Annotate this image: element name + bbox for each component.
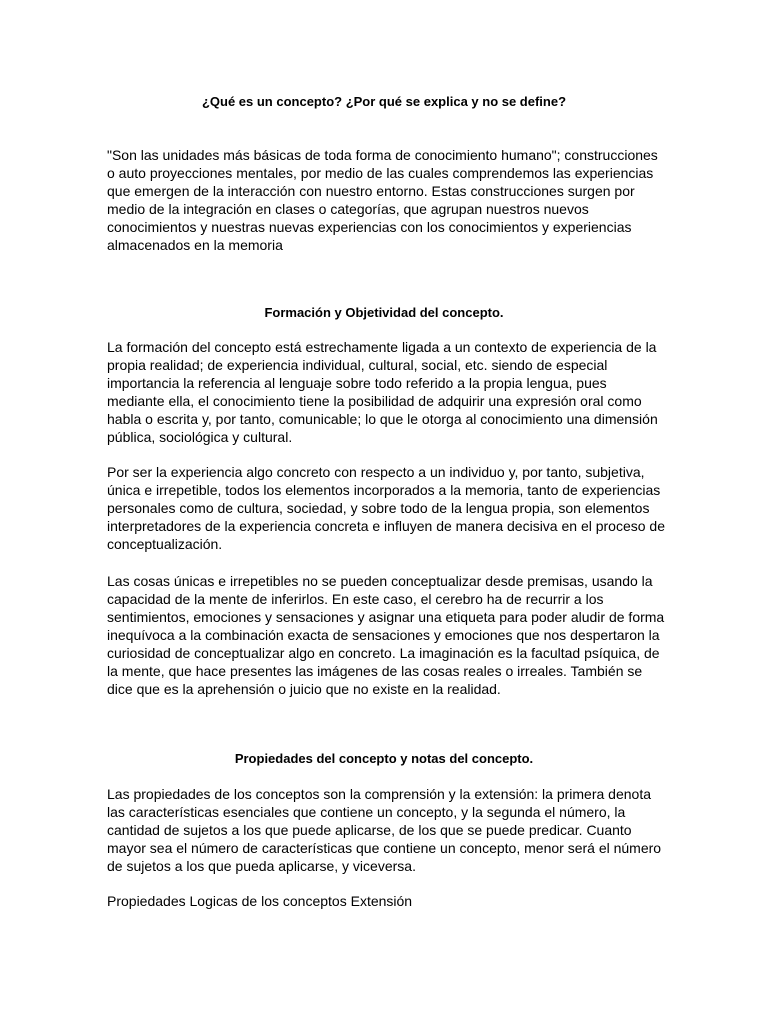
paragraph-propiedades: Las propiedades de los conceptos son la comprensión y la extensión: la primera denota las características esenciales que contiene un concepto, y la segunda el número, la cantidad de sujetos a los que puede aplicarse, de los que se puede predicar. Cuanto mayor sea el número de características que contiene un concepto, menor será el número de sujetos a los que pueda aplicarse, y viceversa. — [107, 786, 662, 874]
paragraph-definicion: "Son las unidades más básicas de toda forma de conocimiento humano"; construcciones o auto proyecciones mentales, por medio de las cuales comprendemos las experiencias que emergen de la interacción con nuestro entorno. Estas construcciones surgen por medio de la integración en clases o categorías, que agrupan nuestros nuevos conocimientos y nuestras nuevas experiencias con los conocimientos y experiencias almacenados en la memoria — [107, 147, 658, 253]
section-heading-formacion: Formación y Objetividad del concepto. — [264, 305, 504, 320]
section-heading-propiedades: Propiedades del concepto y notas del concepto. — [234, 751, 534, 766]
paragraph-experiencia: Por ser la experiencia algo concreto con respecto a un individuo y, por tanto, subjetiva, única e irrepetible, todos los elementos incorporados a la memoria, tanto de experiencias personales como de cultura, sociedad, y sobre todo de la lengua propia, son elementos interpretadores de la experiencia concreta e influyen de manera decisiva en el proceso de conceptualización. — [107, 464, 666, 552]
paragraph-formacion: La formación del concepto está estrechamente ligada a un contexto de experiencia de la propia realidad; de experiencia individual, cultural, social, etc. siendo de especial importancia la referencia al lenguaje sobre todo referido a la propia lengua, pues mediante ella, el conocimiento tiene la posibilidad de adquirir una expresión oral como habla o escrita y, por tanto, comunicable; lo que le otorga al conocimiento una dimensión pública, sociológica y cultural. — [107, 339, 658, 445]
paragraph-propiedades-logicas: Propiedades Logicas de los conceptos Extensión — [107, 893, 413, 909]
paragraph-cosas-unicas: Las cosas únicas e irrepetibles no se pueden conceptualizar desde premisas, usando la capacidad de la mente de inferirlos. En este caso, el cerebro ha de recurrir a los sentimientos, emociones y sensaciones y asignar una etiqueta para poder aludir de forma inequívoca a la combinación exacta de sensaciones y emociones que nos despertaron la curiosidad de conceptualizar algo en concreto. La imaginación es la facultad psíquica, de la mente, que hace presentes las imágenes de las cosas reales o irreales. También se dice que es la aprehensión o juicio que no existe en la realidad. — [107, 573, 665, 697]
section-heading-concepto: ¿Qué es un concepto? ¿Por qué se explica y no se define? — [201, 94, 567, 109]
